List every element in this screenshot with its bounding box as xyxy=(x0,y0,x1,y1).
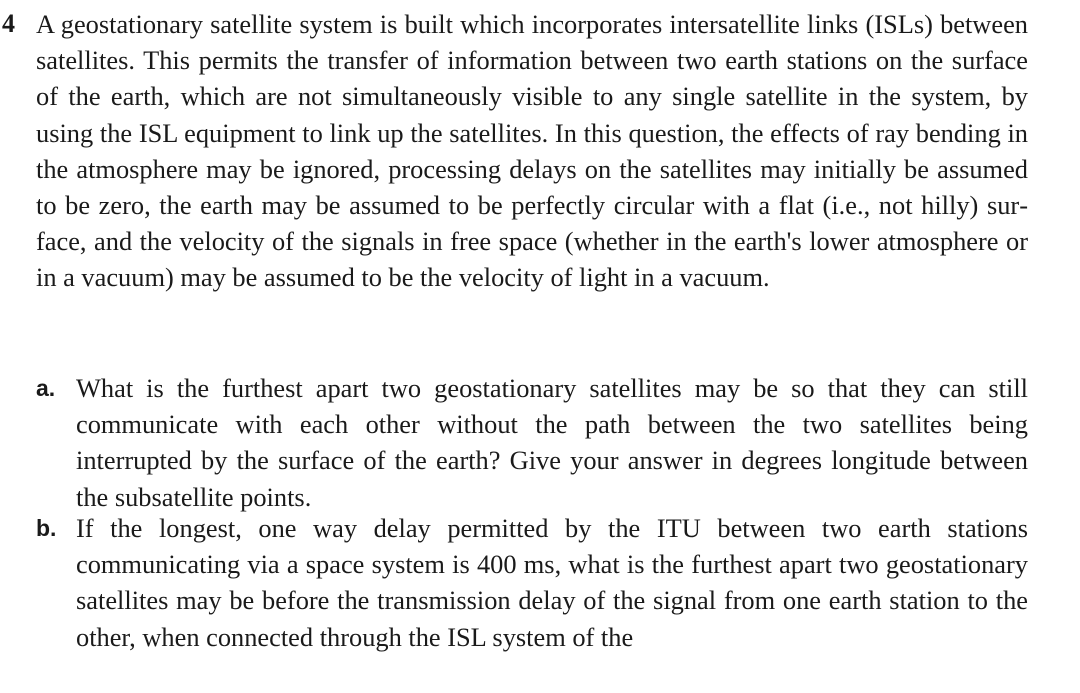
question-number: 4 xyxy=(2,9,15,38)
question-part-b xyxy=(36,510,1028,655)
part-a-text: What is the furthest apart two geostationary satellites may be so that they can still communicate with each other without the path between the two satellites being interrupted by the surface of the earth? Give your answer in degrees longitude between the subsatellite points. xyxy=(76,373,1028,512)
part-b-label: b. xyxy=(36,515,57,541)
part-a-label: a. xyxy=(36,375,56,401)
question-part-a xyxy=(36,370,1028,515)
part-b-text: If the longest, one way delay permitted by the ITU between two earth stations communicating via a space system is 400 ms, what is the furthest apart two geostationary satellites may be before the transmission delay of the signal from one earth station to the other, when connected through the ISL system of the xyxy=(76,513,1028,652)
question-intro: A geostationary satellite system is built which incorporates intersatellite links (ISLs) between satellites. This permits the transfer of information between two earth stations on the surface of the earth, which are not simultaneously visible to any single satellite in the system, by using the ISL equipment to link up the satellites. In this question, the effects of ray bending in the atmosphere may be ignored, processing delays on the satellites may initially be assumed to be zero, the earth may be assumed to be perfectly circular with a flat (i.e., not hilly) surface, and the velocity of the signals in free space (whether in the earth's lower atmosphere or in a vacuum) may be assumed to be the velocity of light in a vacuum. xyxy=(36,9,1028,293)
